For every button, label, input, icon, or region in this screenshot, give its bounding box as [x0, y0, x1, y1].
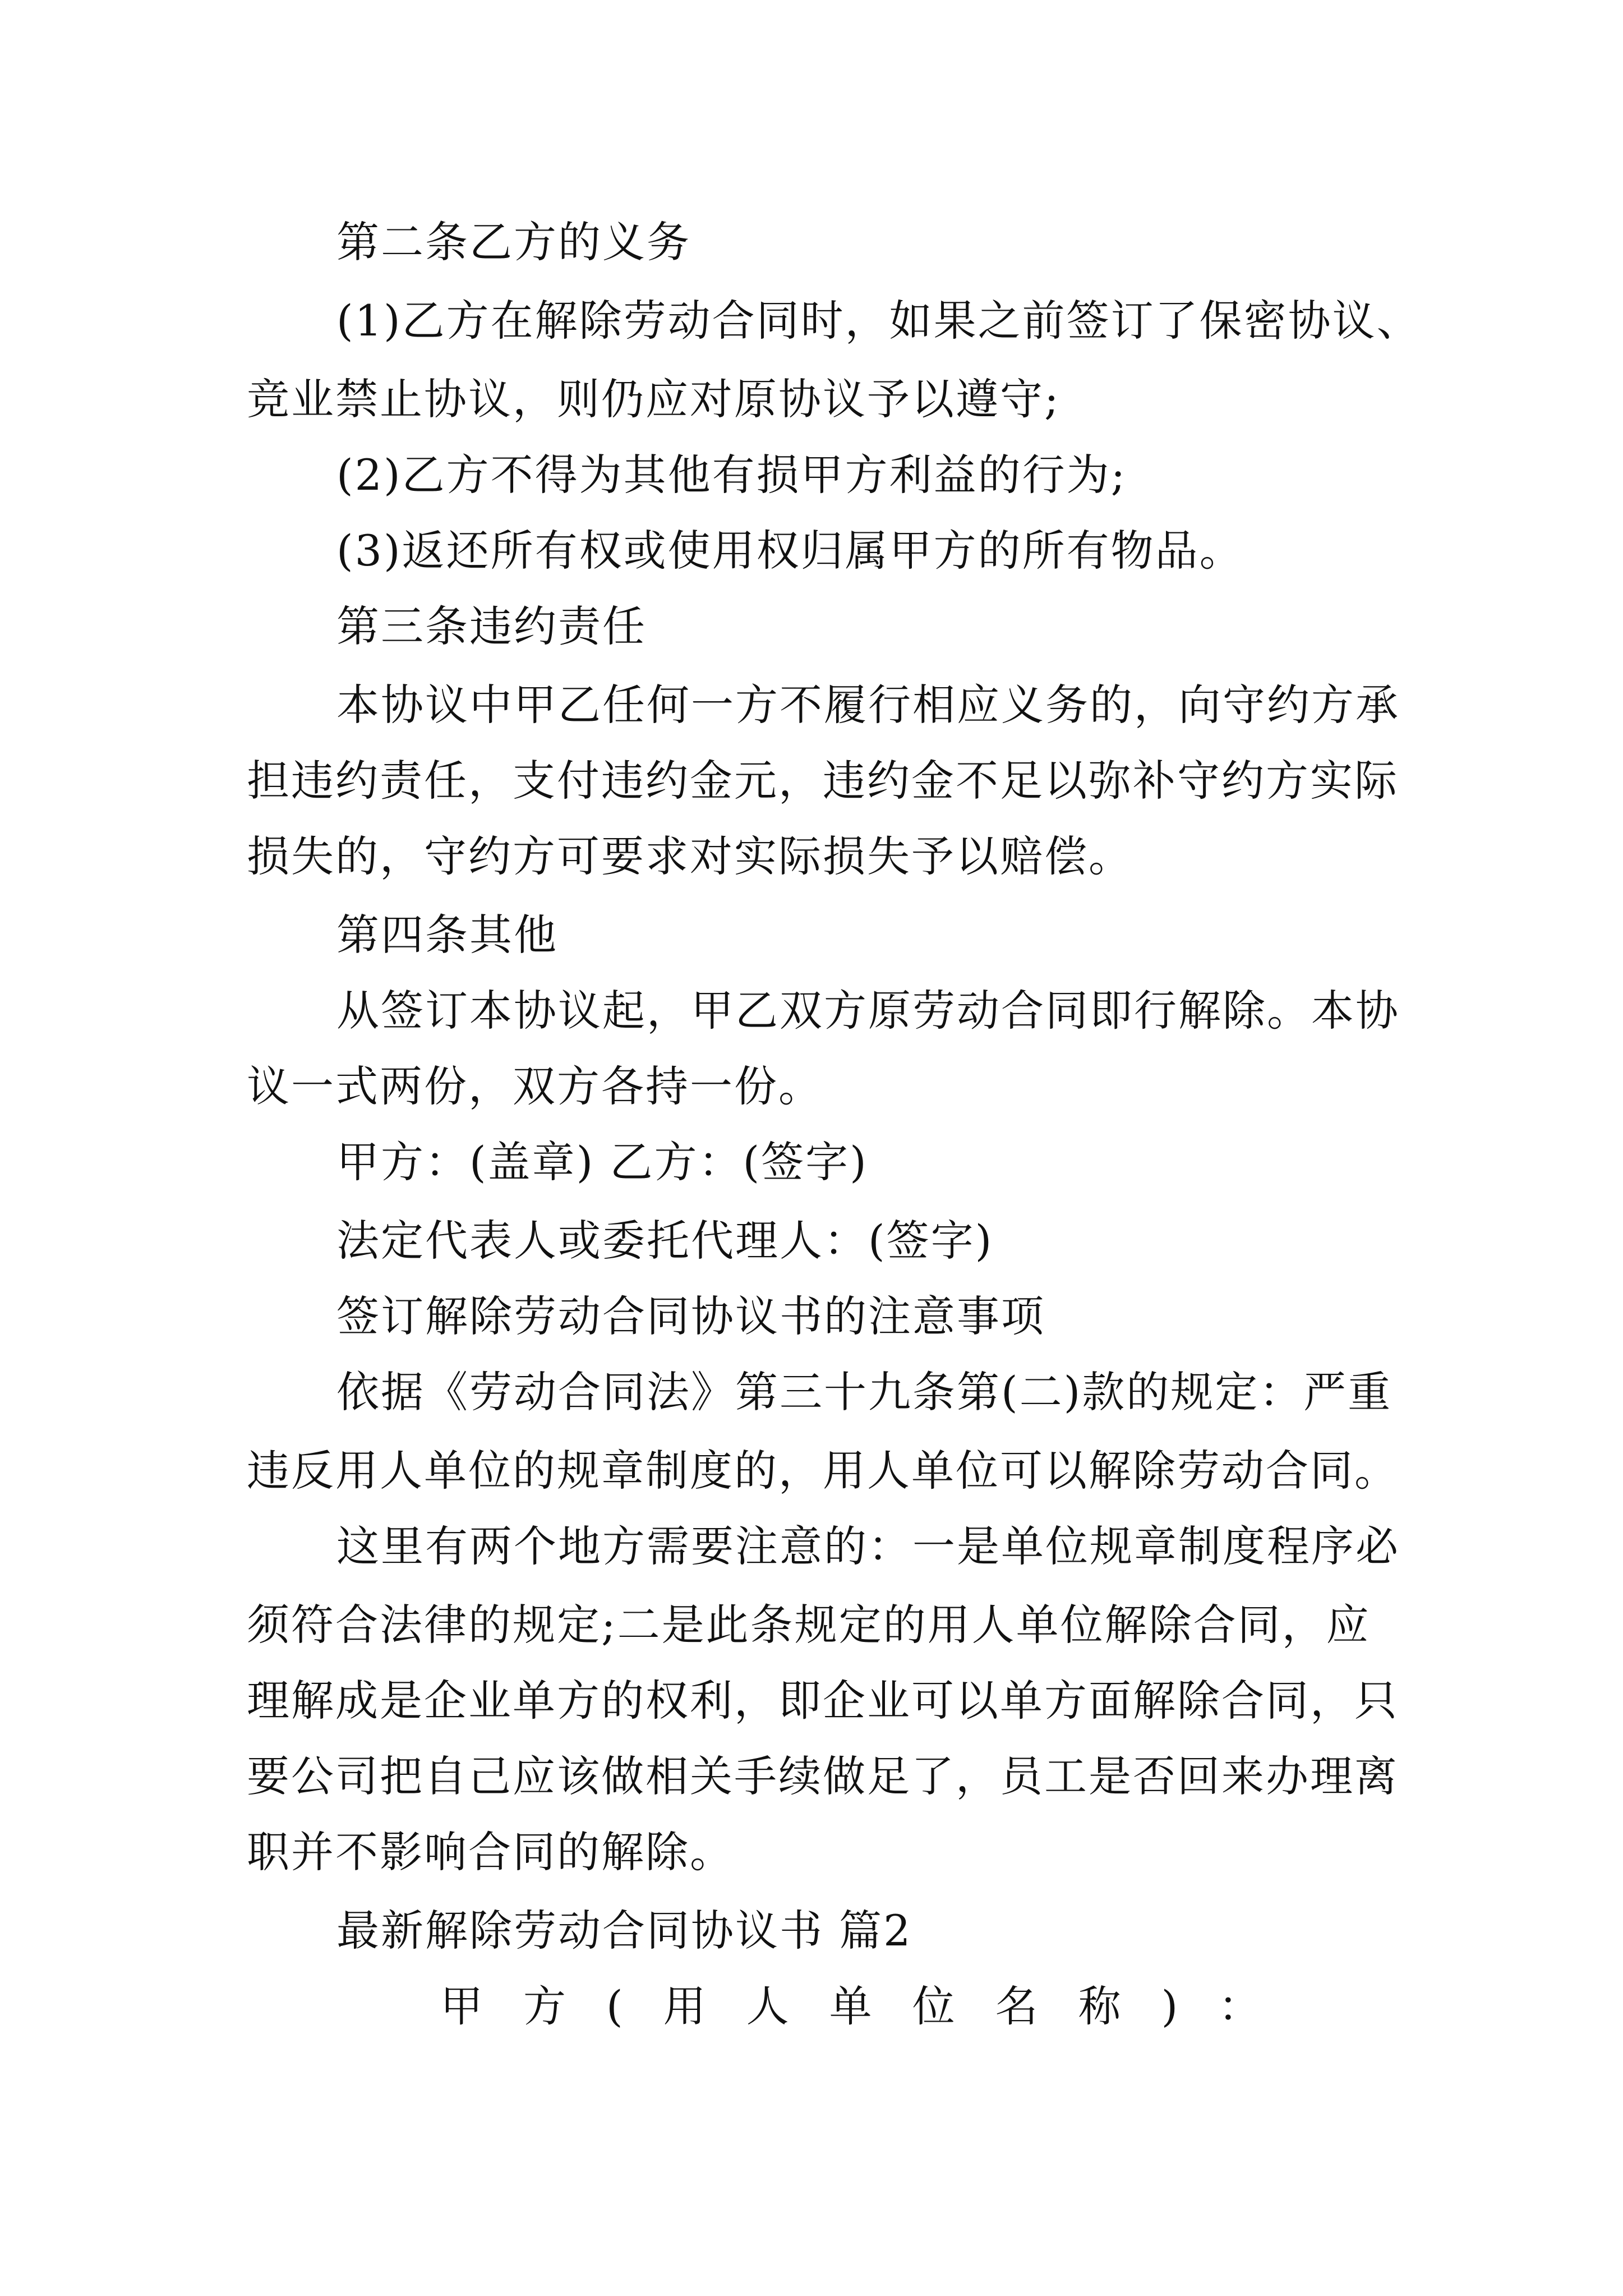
paragraph-line: 依据《劳动合同法》第三十九条第(二)款的规定：严重: [336, 1367, 1393, 1417]
paragraph-line: (1)乙方在解除劳动合同时，如果之前签订了保密协议、: [336, 296, 1421, 346]
paragraph-line: 从签订本协议起，甲乙双方原劳动合同即行解除。本协: [336, 986, 1400, 1036]
signature-line: 甲方：(盖章) 乙方：(签字): [336, 1137, 868, 1187]
paragraph-line: 竞业禁止协议，则仍应对原协议予以遵守;: [247, 374, 1061, 424]
paragraph-line: 本协议中甲乙任何一方不履行相应义务的，向守约方承: [336, 680, 1400, 730]
paragraph-line: 须符合法律的规定;二是此条规定的用人单位解除合同，应: [247, 1600, 1371, 1650]
paragraph-line: (3)返还所有权或使用权归属甲方的所有物品。: [336, 526, 1244, 576]
section-heading: 签订解除劳动合同协议书的注意事项: [336, 1291, 1045, 1341]
section-heading: 最新解除劳动合同协议书 篇2: [336, 1906, 912, 1955]
paragraph-line: 议一式两份，双方各持一份。: [247, 1061, 823, 1111]
paragraph-line: 理解成是企业单方的权利，即企业可以单方面解除合同，只: [247, 1676, 1399, 1726]
article-3-heading: 第三条违约责任: [336, 601, 647, 651]
paragraph-line: 要公司把自己应该做相关手续做足了，员工是否回来办理离: [247, 1751, 1399, 1801]
signature-line: 法定代表人或委托代理人：(签字): [336, 1216, 994, 1266]
party-a-line: 甲方(用人单位名称)：: [440, 1981, 1302, 2031]
paragraph-line: (2)乙方不得为其他有损甲方利益的行为;: [336, 450, 1127, 500]
article-4-heading: 第四条其他: [336, 910, 558, 960]
paragraph-line: 职并不影响合同的解除。: [247, 1827, 734, 1877]
paragraph-line: 这里有两个地方需要注意的：一是单位规章制度程序必: [336, 1521, 1400, 1571]
paragraph-line: 担违约责任，支付违约金元，违约金不足以弥补守约方实际: [247, 756, 1399, 806]
article-2-heading: 第二条乙方的义务: [336, 217, 691, 267]
paragraph-line: 损失的，守约方可要求对实际损失予以赔偿。: [247, 831, 1133, 881]
paragraph-line: 违反用人单位的规章制度的，用人单位可以解除劳动合同。: [247, 1446, 1399, 1496]
